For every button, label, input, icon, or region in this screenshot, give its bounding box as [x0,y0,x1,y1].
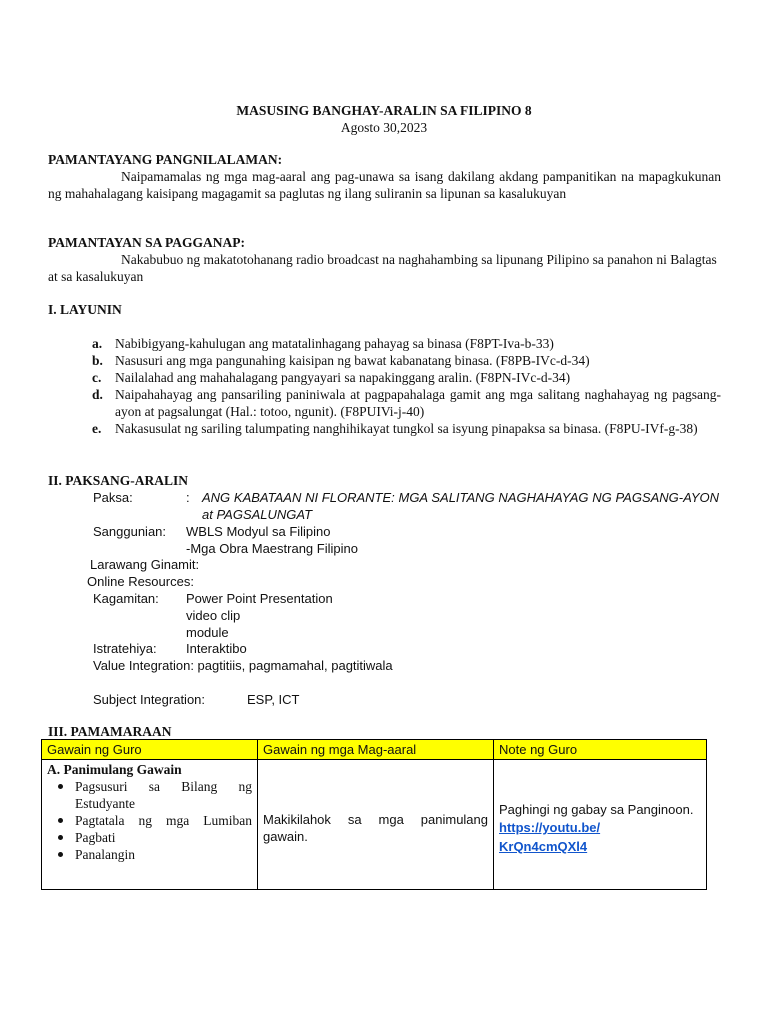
pamantayang-pangnilalaman-heading: PAMANTAYANG PANGNILALAMAN: [48,152,283,167]
list-item-letter: e. [92,421,102,436]
list-item [92,352,721,369]
paksa-value: ANG KABATAAN NI FLORANTE: MGA SALITANG NAGHAHAYAG NG PAGSANG-AYON at PAGSALUNGAT [202,490,719,522]
youtube-link-line-1[interactable]: https://youtu.be/ [499,820,601,835]
istratehiya-value: Interaktibo [186,641,247,656]
guro-bullet-item [47,812,252,829]
pamamaraan-table [41,739,707,890]
online-resources-label: Online Resources: [87,574,194,589]
table-row [42,760,707,890]
note-link[interactable] [499,818,701,856]
list-item [92,386,721,420]
table-header-row [42,740,707,760]
section-title: A. Panimulang Gawain [47,762,182,777]
sanggunian-value-1: WBLS Modyul sa Filipino [186,524,331,539]
istratehiya-label: Istratehiya: [93,641,157,656]
gawain-ng-guro-cell [42,760,258,890]
pamamaraan-heading: III. PAMAMARAAN [48,724,172,739]
header-note-ng-guro: Note ng Guro [494,740,707,760]
header-gawain-ng-mag-aaral: Gawain ng mga Mag-aaral [258,740,494,760]
pamantayan-sa-pagganap-heading: PAMANTAYAN SA PAGGANAP: [48,235,246,250]
guro-bullet-item: Pagsusuri sa Bilang ng Estudyante [47,778,252,812]
larawang-ginamit-label: Larawang Ginamit: [90,557,200,572]
pamantayan-sa-pagganap-body: Nakabubuo ng makatotohanang radio broadcast na naghahambing sa lipunang Pilipino sa panahon ni Balagtas at sa kasalukuyan [48,252,717,284]
list-item-letter: a. [92,336,103,351]
list-item [92,335,721,352]
note-text: Paghingi ng gabay sa Panginoon. [499,802,694,817]
list-item [92,420,721,437]
list-item-text: Nasusuri ang mga pangunahing kaisipan ng bawat kabanatang binasa. (F8PB-IVc-d-34) [115,353,590,368]
sanggunian-label: Sanggunian: [93,524,167,539]
list-item-letter: b. [92,353,103,368]
paksa-label: Paksa: [93,490,133,505]
kagamitan-label: Kagamitan: [93,591,159,606]
list-item-text: Nabibigyang-kahulugan ang matatalinhagang pahayag sa binasa (F8PT-Iva-b-33) [115,336,554,351]
list-item-text: Naipahahayag ang pansariling paniniwala at pagpapahalaga gamit ang mga salitang naghahayag ng pagsang-ayon at pagsalungat (Hal.: totoo, ngunit). (F8PUIVi-j-40) [115,387,721,419]
paksa-colon: : [186,490,190,505]
list-item-letter: d. [92,387,103,402]
mag-aaral-text: Makikilahok sa mga panimulang gawain. [263,811,488,844]
document-title: MASUSING BANGHAY-ARALIN SA FILIPINO 8 [236,103,532,118]
kagamitan-value-3: module [186,625,229,640]
document-date: Agosto 30,2023 [340,120,428,135]
note-ng-guro-cell [494,760,707,890]
subject-integration-label: Subject Integration: [93,692,206,707]
list-item [92,369,721,386]
kagamitan-value-2: video clip [186,608,241,623]
kagamitan-value-1: Power Point Presentation [186,591,333,606]
list-item-text: Nailalahad ang mahahalagang pangyayari sa napakinggang aralin. (F8PN-IVc-d-34) [115,370,571,385]
value-integration: Value Integration: pagtitiis, pagmamahal, pagtitiwala [93,658,393,673]
pamantayang-pangnilalaman-body: Naipamamalas ng mga mag-aaral ang pag-unawa sa isang dakilang akdang pampanitikan na mapagkukunan ng mahahalagang kaisipang magagamit sa paglutas ng ilang suliranin sa lipunan sa kasalukuyan [48,169,721,201]
header-gawain-ng-guro: Gawain ng Guro [42,740,258,760]
guro-bullet-item: Panalangin [47,846,252,863]
layunin-heading: I. LAYUNIN [48,302,122,317]
youtube-link-line-2[interactable]: KrQn4cmQXl4 [499,839,588,854]
subject-integration-value: ESP, ICT [247,692,300,707]
list-item-text: Nakasusulat ng sariling talumpating nanghihikayat tungkol sa isyung pinapaksa sa binasa. (F8PU-IVf-g-38) [115,421,698,436]
gawain-ng-mag-aaral-cell [258,760,494,890]
list-item-letter: c. [92,370,102,385]
layunin-list [92,335,721,437]
guro-bullet-text: Pagtatala ng mga Lumiban [75,813,252,828]
sanggunian-value-2: -Mga Obra Maestrang Filipino [186,541,358,556]
guro-bullet-item: Pagbati [47,829,252,846]
paksang-aralin-heading: II. PAKSANG-ARALIN [48,473,189,488]
